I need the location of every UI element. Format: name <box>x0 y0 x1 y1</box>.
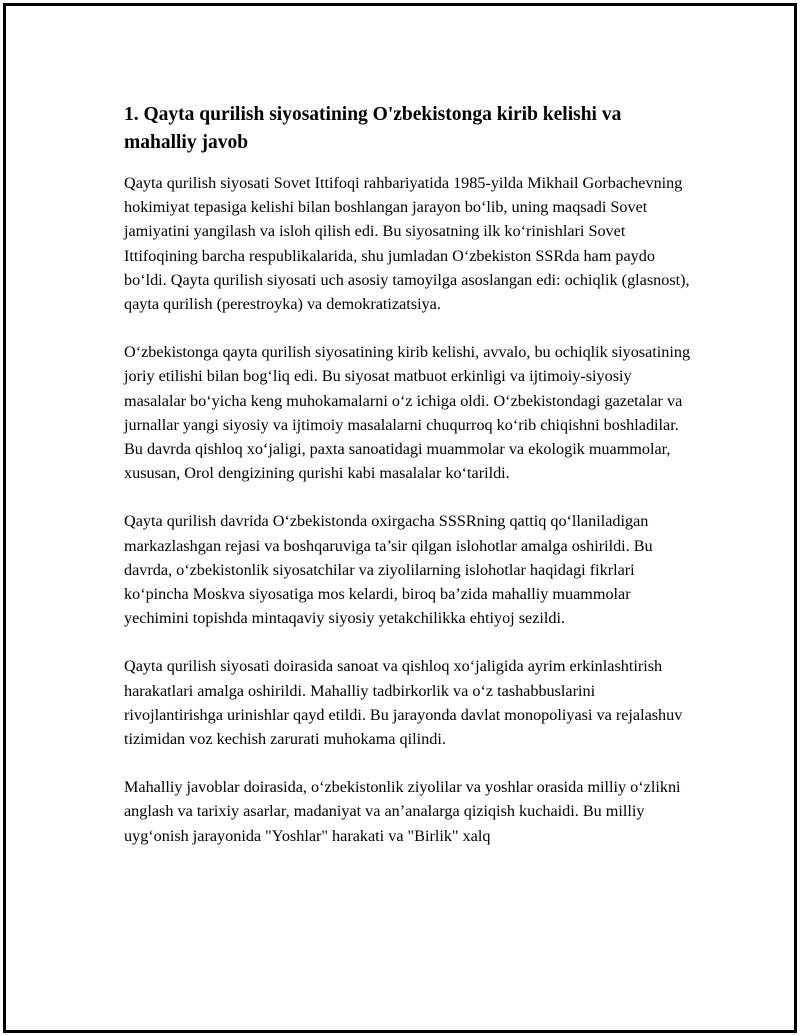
paragraph-2: O‘zbekistonga qayta qurilish siyosatining kirib kelishi, avvalo, bu ochiqlik siyosatining joriy etilishi bilan bog‘liq edi. Bu siyosat matbuot erkinligi va ijtimoiy-siyosiy masalalar bo‘yicha keng muhokamalarni o‘z ichiga oldi. O‘zbekistondagi gazetalar va jurnallar yangi siyosiy va ijtimoiy masalalarni chuqurroq ko‘rib chiqishni boshladilar. Bu davrda qishloq xo‘jaligi, paxta sanoatidagi muammolar va ekologik muammolar, xususan, Orol dengizining qurishi kabi masalalar ko‘tarildi. <box>124 343 691 483</box>
document-body <box>124 101 694 872</box>
paragraph-5: Mahalliy javoblar doirasida, o‘zbekistonlik ziyolilar va yoshlar orasida milliy o‘zlikni anglash va tarixiy asarlar, madaniyat va an’analarga qiziqish kuchaidi. Bu milliy uyg‘onish jarayonida "Yoshlar" harakati va "Birlik" xalq <box>124 778 681 845</box>
paragraph-1: Qayta qurilish siyosati Sovet Ittifoqi rahbariyatida 1985-yilda Mikhail Gorbachevning hokimiyat tepasiga kelishi bilan boshlangan jarayon bo‘lib, uning maqsadi Sovet jamiyatini yangilash va isloh qilish edi. Bu siyosatning ilk ko‘rinishlari Sovet Ittifoqining barcha respublikalarida, shu jumladan O‘zbekiston SSRda ham paydo bo‘ldi. Qayta qurilish siyosati uch asosiy tamoyilga asoslangan edi: ochiqlik (glasnost), qayta qurilish (perestroyka) va demokratizatsiya. <box>124 174 690 314</box>
paragraph-3: Qayta qurilish davrida O‘zbekistonda oxirgacha SSSRning qattiq qo‘llaniladigan markazlashgan rejasi va boshqaruviga ta’sir qilgan islohotlar amalga oshirildi. Bu davrda, o‘zbekistonlik siyosatchilar va ziyolilarning islohotlar haqidagi fikrlari ko‘pincha Moskva siyosatiga mos kelardi, biroq ba’zida mahalliy muammolar yechimini topishda mintaqaviy siyosiy yetakchilikka ehtiyoj sezildi. <box>124 512 653 628</box>
page-border <box>3 3 797 1033</box>
paragraph-4: Qayta qurilish siyosati doirasida sanoat va qishloq xo‘jaligida ayrim erkinlashtirish harakatlari amalga oshirildi. Mahalliy tadbirkorlik va o‘z tashabbuslarini rivojlantirishga urinishlar qayd etildi. Bu jarayonda davlat monopoliyasi va rejalashuv tizimidan voz kechish zarurati muhokama qilindi. <box>124 657 683 749</box>
section-heading: 1. Qayta qurilish siyosatining O'zbekistonga kirib kelishi va mahalliy javob <box>124 104 622 153</box>
